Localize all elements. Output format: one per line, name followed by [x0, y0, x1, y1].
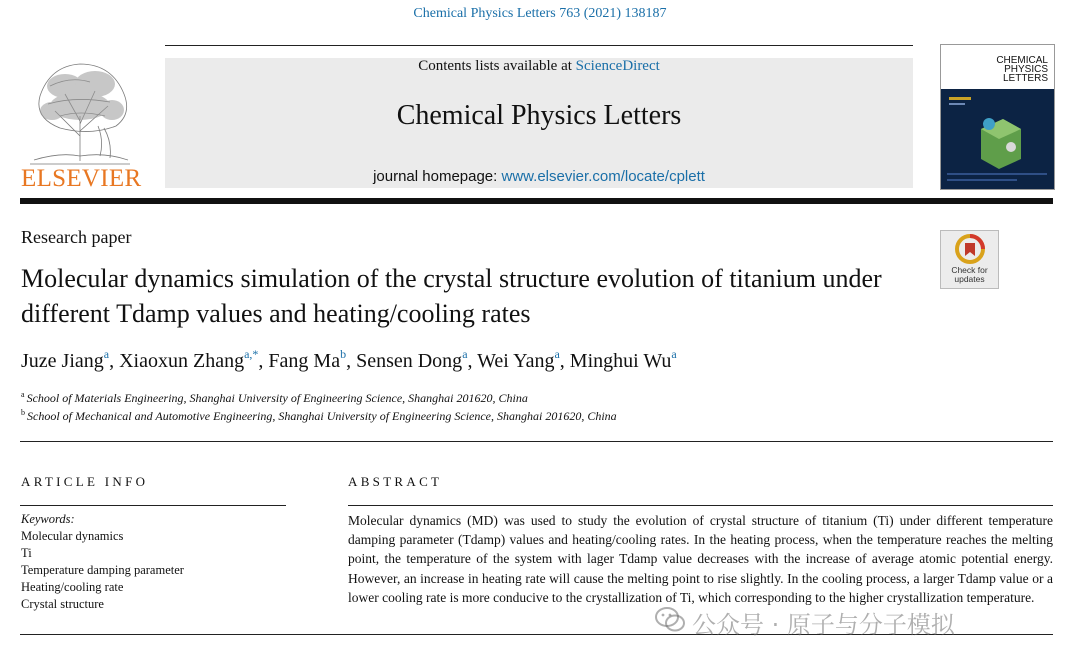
- author-affiliation-mark[interactable]: a: [554, 347, 560, 361]
- sciencedirect-link[interactable]: ScienceDirect: [575, 58, 660, 74]
- author-separator: ,: [258, 350, 269, 372]
- section-divider: [20, 441, 1053, 442]
- header-top-rule: [165, 45, 913, 46]
- journal-citation[interactable]: Chemical Physics Letters 763 (2021) 138187: [413, 6, 667, 21]
- elsevier-wordmark: ELSEVIER: [21, 165, 142, 192]
- check-updates-icon: [955, 234, 985, 264]
- journal-homepage: [165, 168, 913, 185]
- contents-prefix: Contents lists available at: [418, 58, 576, 74]
- keywords-block: [21, 511, 184, 613]
- keywords-label: Keywords:: [21, 512, 75, 526]
- keyword-item: Ti: [21, 546, 32, 560]
- cover-title-line: LETTERS: [1002, 73, 1048, 84]
- affiliation-mark: b: [21, 408, 25, 417]
- wechat-icon: [654, 605, 686, 635]
- affiliation: [21, 409, 617, 424]
- abstract-text: Molecular dynamics (MD) was used to study the evolution of crystal structure of titanium (Ti) under different temperature damping parameter (Tdamp) values and heating/cooling rates. In the heating process, when the temperature reaches the melting point, the temperature of the system with lager Tdamp value decreases with the increase of average atomic potential energy. However, an increase in heating rate will cause the melting point to rise slightly. In the cooling process, a larger Tdamp value or a lower cooling rate is more conducive to the crystallization of Ti, which corresponding to the higher crystallization temperature.: [348, 513, 1053, 605]
- cover-art-icon: [941, 89, 1054, 189]
- cover-artwork: [941, 89, 1054, 189]
- author[interactable]: Xiaoxun Zhang: [119, 350, 245, 372]
- author[interactable]: Minghui Wu: [569, 350, 672, 372]
- author-list: [21, 347, 677, 373]
- affiliation-mark: a: [21, 390, 25, 399]
- keyword-item: Crystal structure: [21, 597, 104, 611]
- author-affiliation-mark[interactable]: a: [671, 347, 677, 361]
- article-info-rule: [20, 505, 286, 506]
- check-for-updates-button[interactable]: [940, 230, 999, 289]
- check-updates-label: Check for updates: [951, 265, 988, 284]
- affiliation-text: School of Materials Engineering, Shanghai University of Engineering Science, Shanghai 201620, China: [26, 391, 528, 405]
- watermark: [654, 602, 1054, 638]
- header-divider: [20, 198, 1053, 204]
- contents-line: [165, 58, 913, 75]
- article-title: Molecular dynamics simulation of the crystal structure evolution of titanium under different Tdamp values and heating/cooling rates: [21, 264, 882, 328]
- article-info-heading: ARTICLE INFO: [21, 474, 149, 489]
- keyword-item: Temperature damping parameter: [21, 563, 184, 577]
- author-separator: ,: [559, 350, 570, 372]
- journal-title: Chemical Physics Letters: [396, 100, 682, 131]
- author-affiliation-mark[interactable]: a,*: [244, 347, 259, 361]
- abstract-heading: ABSTRACT: [348, 474, 443, 489]
- author[interactable]: Juze Jiang: [21, 350, 104, 372]
- author[interactable]: Fang Ma: [268, 350, 341, 372]
- author-affiliation-mark[interactable]: a: [462, 347, 468, 361]
- watermark-text: 公众号 · 原子与分子模拟: [692, 611, 955, 639]
- cover-title-line: PHYSICS: [1004, 64, 1048, 75]
- author-affiliation-mark[interactable]: a: [103, 347, 110, 361]
- homepage-prefix: journal homepage:: [373, 168, 502, 185]
- author[interactable]: Sensen Dong: [356, 350, 463, 372]
- author-separator: ,: [109, 350, 120, 372]
- homepage-link[interactable]: www.elsevier.com/locate/cplett: [501, 168, 705, 185]
- author[interactable]: Wei Yang: [477, 350, 555, 372]
- affiliation: [21, 391, 528, 406]
- keyword-item: Heating/cooling rate: [21, 580, 124, 594]
- cover-title-line: CHEMICAL: [996, 55, 1048, 66]
- cover-title: [948, 56, 1048, 83]
- author-separator: ,: [467, 350, 478, 372]
- keyword-item: Molecular dynamics: [21, 529, 124, 543]
- abstract-rule: [348, 505, 1053, 506]
- author-affiliation-mark[interactable]: b: [340, 347, 347, 361]
- journal-cover-thumbnail[interactable]: [940, 44, 1055, 190]
- affiliation-text: School of Mechanical and Automotive Engineering, Shanghai University of Engineering Science, Shanghai 201620, China: [27, 409, 617, 423]
- author-separator: ,: [346, 350, 357, 372]
- article-type: Research paper: [21, 227, 132, 247]
